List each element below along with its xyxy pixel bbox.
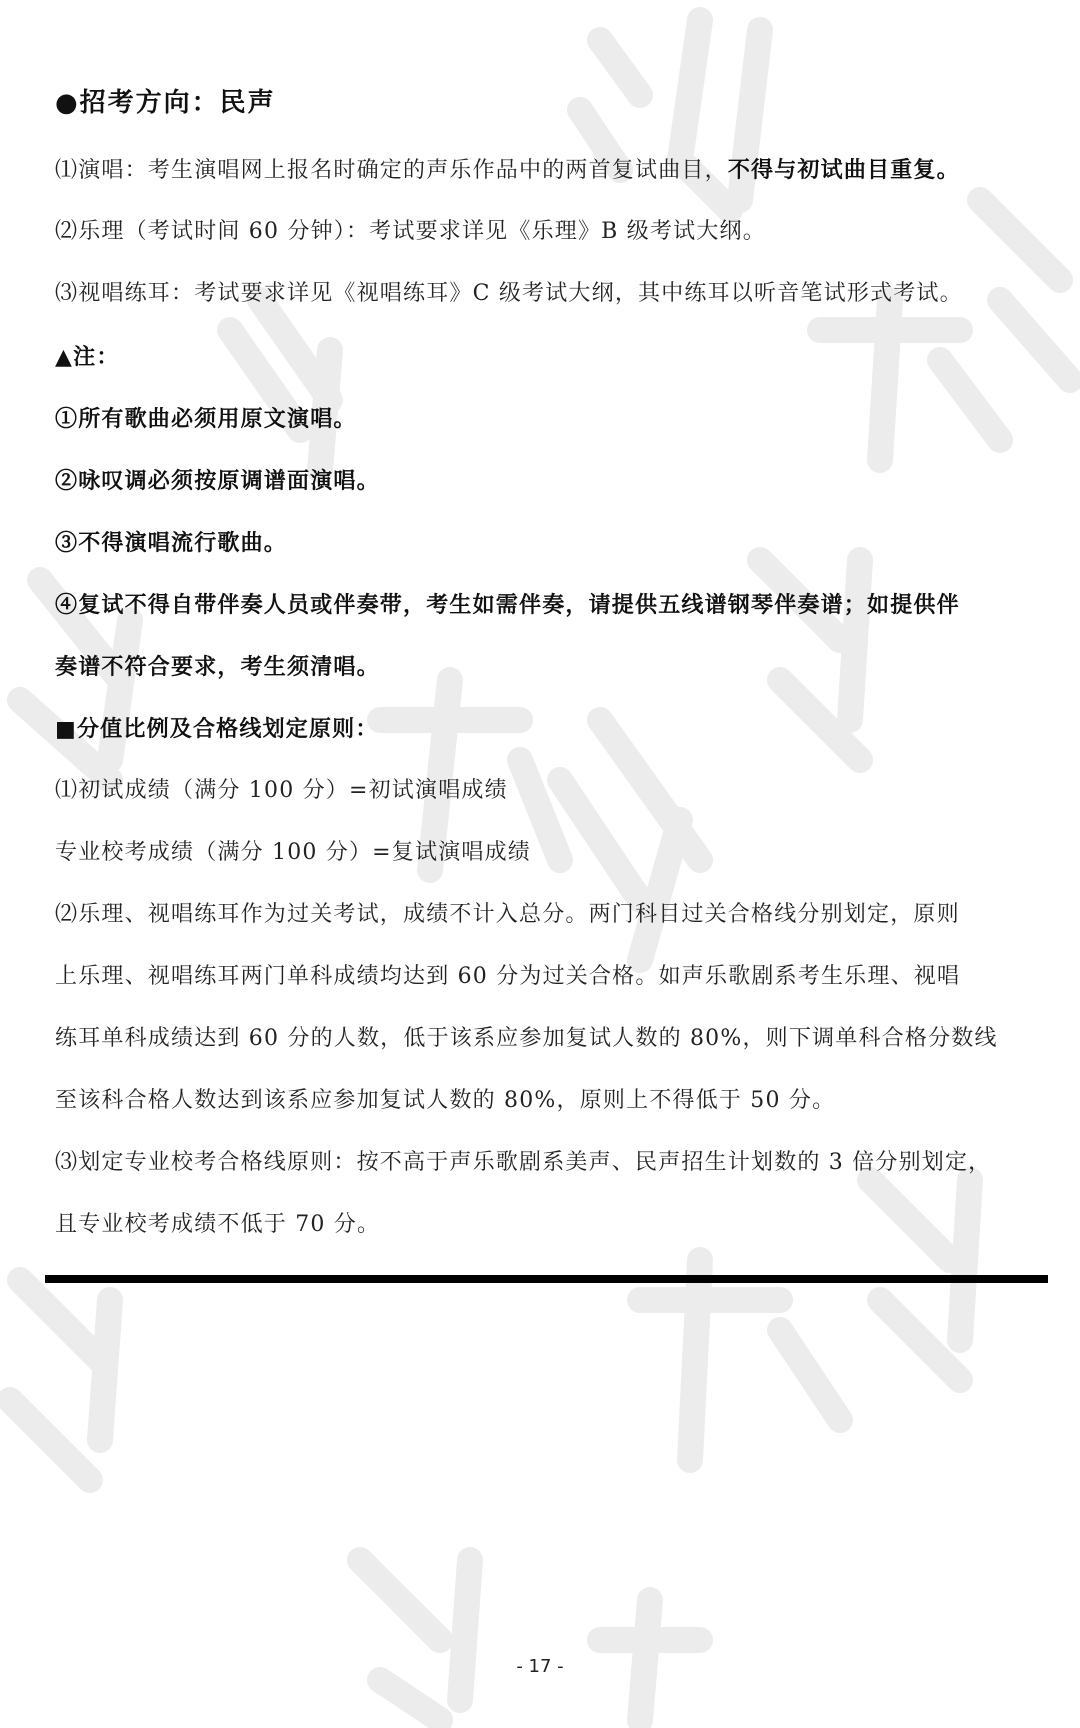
note-1: ①所有歌曲必须用原文演唱。 — [55, 406, 357, 432]
page-number: - 17 - — [516, 1656, 564, 1677]
scoring-item-2-line-3: 练耳单科成绩达到 60 分的人数，低于该系应参加复试人数的 80%，则下调单科合格分数线 — [55, 1026, 998, 1051]
section-heading-folk-voice: ●招考方向：民声 — [55, 88, 276, 118]
scoring-item-3-line-2: 且专业校考成绩不低于 70 分。 — [55, 1212, 381, 1237]
requirement-sight-singing: ⑶视唱练耳：考试要求详见《视唱练耳》C 级考试大纲，其中练耳以听音笔试形式考试。 — [55, 281, 963, 306]
scoring-item-3-line-1: ⑶划定专业校考合格线原则：按不高于声乐歌剧系美声、民声招生计划数的 3 倍分别划定， — [55, 1150, 992, 1175]
scoring-heading: ■分值比例及合格线划定原则： — [55, 716, 379, 742]
section-divider — [45, 1275, 1048, 1283]
requirement-music-theory: ⑵乐理（考试时间 60 分钟）：考试要求详见《乐理》B 级考试大纲。 — [55, 219, 766, 244]
requirement-singing-emphasis: 不得与初试曲目重复。 — [727, 157, 960, 183]
notes-heading: ▲注： — [55, 344, 120, 370]
note-4-line-2: 奏谱不符合要求，考生须清唱。 — [55, 654, 380, 680]
scoring-item-2-line-4: 至该科合格人数达到该系应参加复试人数的 80%，原则上不得低于 50 分。 — [55, 1088, 836, 1113]
note-4-line-1: ④复试不得自带伴奏人员或伴奏带，考生如需伴奏，请提供五线谱钢琴伴奏谱；如提供伴 — [55, 592, 960, 618]
scoring-item-1-line-1: ⑴初试成绩（满分 100 分）=初试演唱成绩 — [55, 778, 508, 803]
scoring-item-2-line-1: ⑵乐理、视唱练耳作为过关考试，成绩不计入总分。两门科目过关合格线分别划定，原则 — [55, 902, 960, 927]
note-2: ②咏叹调必须按原调谱面演唱。 — [55, 468, 380, 494]
requirement-singing — [55, 155, 960, 186]
scoring-item-2-line-2: 上乐理、视唱练耳两门单科成绩均达到 60 分为过关合格。如声乐歌剧系考生乐理、视唱 — [55, 964, 961, 989]
requirement-singing-text: ⑴演唱：考生演唱网上报名时确定的声乐作品中的两首复试曲目， — [55, 158, 728, 183]
note-3: ③不得演唱流行歌曲。 — [55, 530, 288, 556]
scoring-item-1-line-2: 专业校考成绩（满分 100 分）=复试演唱成绩 — [55, 840, 532, 865]
